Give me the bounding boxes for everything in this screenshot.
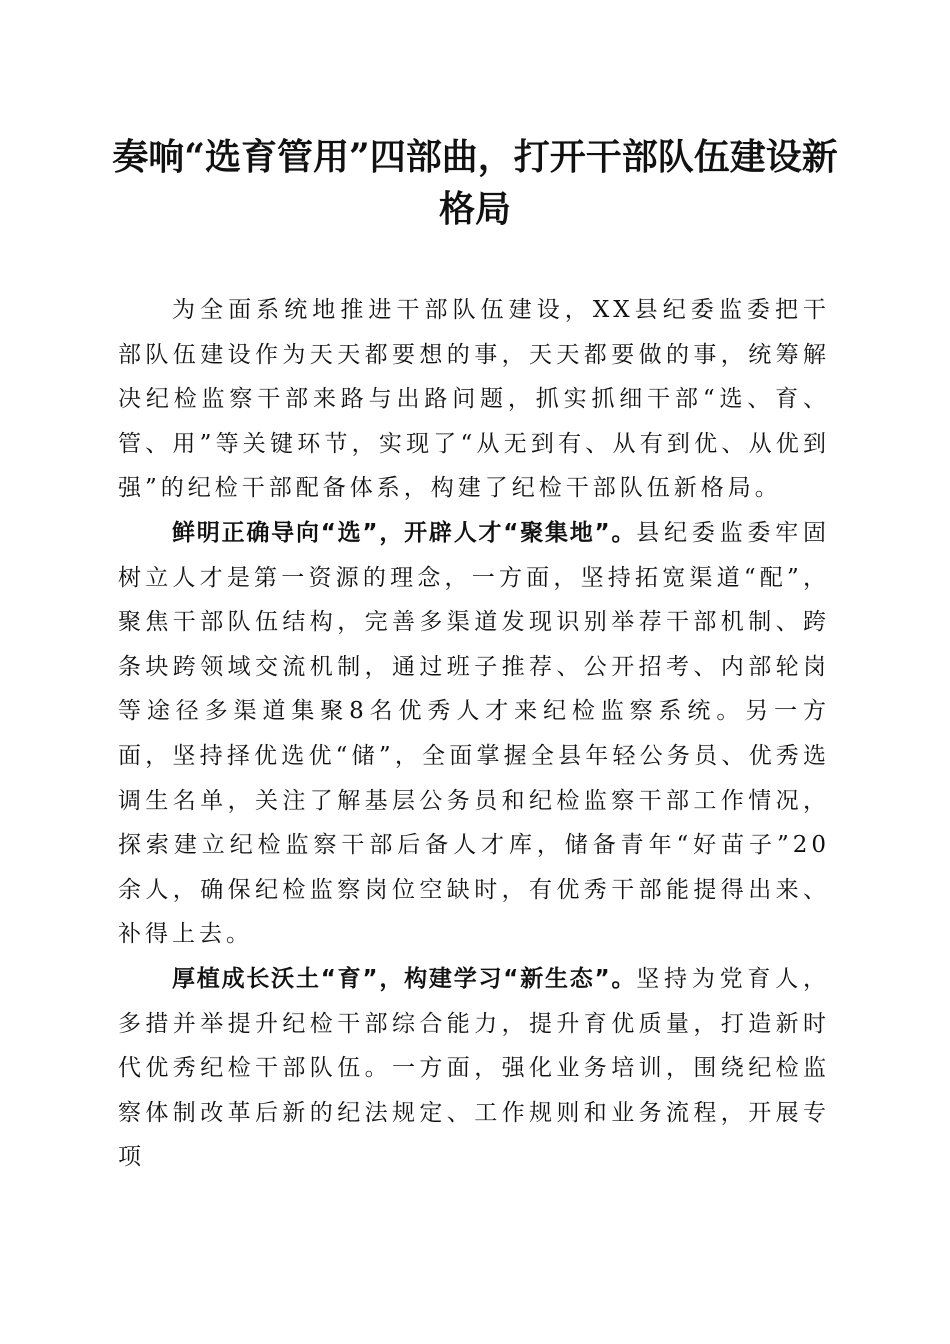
paragraph-intro — [118, 288, 830, 511]
document-title: 奏响“选育管用”四部曲，打开干部队伍建设新格局 — [112, 136, 838, 230]
paragraph-lead: 厚植成长沃土“育”，构建学习“新生态”。 — [172, 965, 637, 992]
paragraph-text: 为全面系统地推进干部队伍建设，XX县纪委监委把干部队伍建设作为天天都要想的事，天天都要做的事，统筹解决纪检监察干部来路与出路问题，抓实抓细干部“选、育、管、用”等关键环节，实现了“从无到有、从有到优、从优到强”的纪检干部配备体系，构建了纪检干部队伍新格局。 — [118, 297, 830, 502]
paragraph-text: 坚持为党育人，多措并举提升纪检干部综合能力，提升育优质量，打造新时代优秀纪检干部队伍。一方面，强化业务培训，围绕纪检监察体制改革后新的纪法规定、工作规则和业务流程，开展专项 — [118, 965, 831, 1171]
paragraph-select — [118, 511, 830, 957]
paragraph-text: 县纪委监委牢固树立人才是第一资源的理念，一方面，坚持拓宽渠道“配”，聚焦干部队伍结构，完善多渠道发现识别举荐干部机制、跨条块跨领域交流机制，通过班子推荐、公开招考、内部轮岗等途径多渠道集聚8名优秀人才来纪检监察系统。另一方面，坚持择优选优“储”，全面掌握全县年轻公务员、优秀选调生名单，关注了解基层公务员和纪检监察干部工作情况，探索建立纪检监察干部后备人才库，储备青年“好苗子”20余人，确保纪检监察岗位空缺时，有优秀干部能提得出来、补得上去。 — [118, 519, 831, 948]
document-body — [118, 288, 830, 1180]
paragraph-lead: 鲜明正确导向“选”，开辟人才“聚集地”。 — [172, 519, 637, 546]
paragraph-cultivate — [118, 957, 830, 1180]
